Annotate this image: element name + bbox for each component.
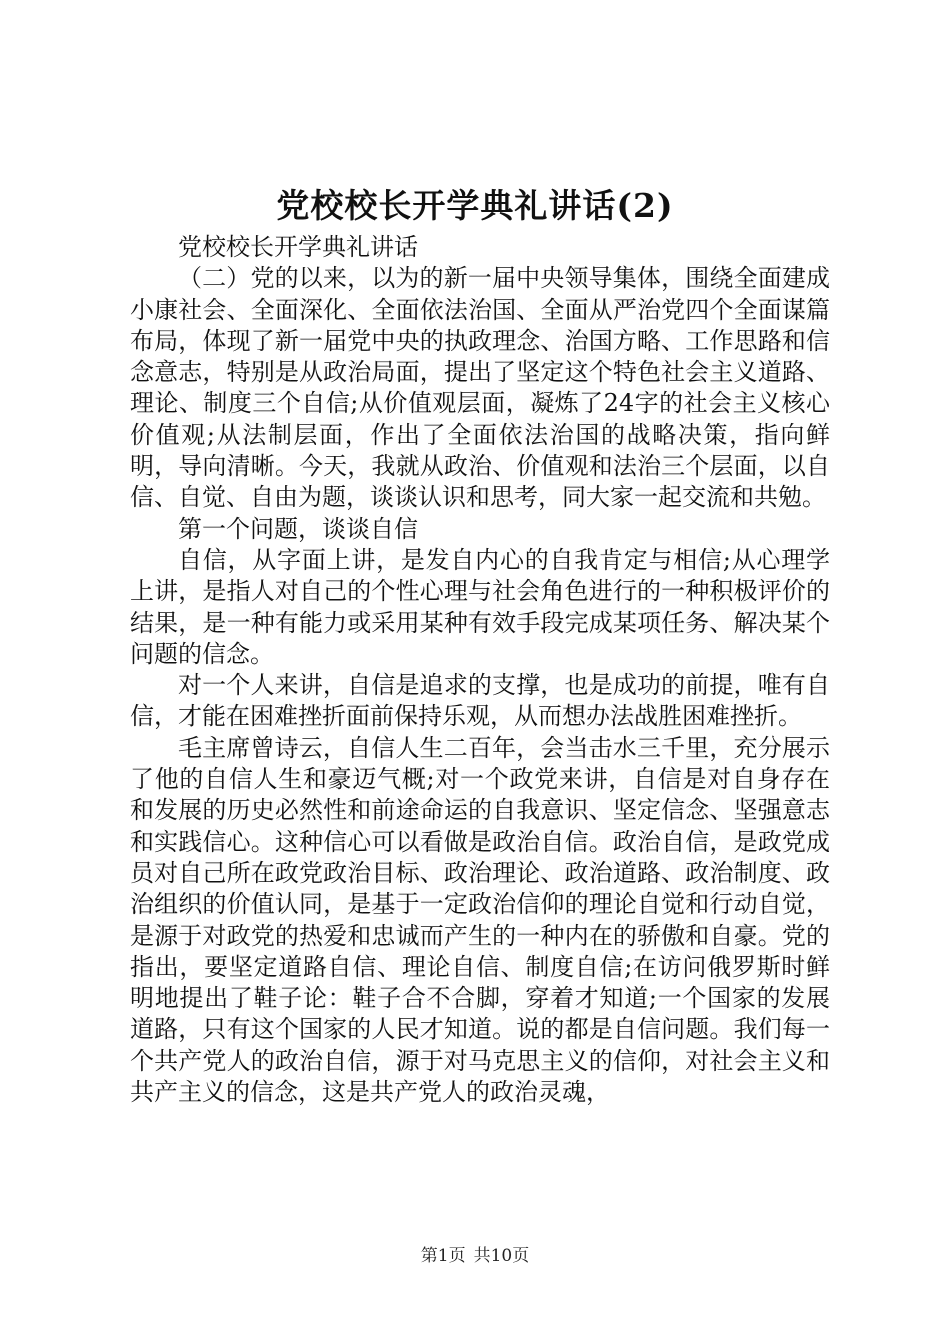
document-title: 党校校长开学典礼讲话(2) <box>276 186 674 225</box>
body-paragraph: 对一个人来讲，自信是追求的支撑，也是成功的前提，唯有自信，才能在困难挫折面前保持乐观，从而想办法战胜困难挫折。 <box>130 671 830 731</box>
page-footer <box>0 1244 950 1268</box>
section-heading: 第一个问题，谈谈自信 <box>178 514 418 543</box>
body-paragraph: 毛主席曾诗云，自信人生二百年，会当击水三千里，充分展示了他的自信人生和豪迈气概;对一个政党来讲，自信是对自身存在和发展的历史必然性和前途命运的自我意识、坚定信念、坚强意志和实践信心。这种信心可以看做是政治自信。政治自信，是政党成员对自己所在政党政治目标、政治理论、政治道路、政治制度、政治组织的价值认同，是基于一定政治信仰的理论自觉和行动自觉，是源于对政党的热爱和忠诚而产生的一种内在的骄傲和自豪。党的指出，要坚定道路自信、理论自信、制度自信;在访问俄罗斯时鲜明地提出了鞋子论：鞋子合不合脚，穿着才知道;一个国家的发展道路，只有这个国家的人民才知道。说的都是自信问题。我们每一个共产党人的政治自信，源于对马克思主义的信仰，对社会主义和共产主义的信念，这是共产党人的政治灵魂， <box>130 733 830 1107</box>
subtitle-paragraph: 党校校长开学典礼讲话 <box>178 233 418 261</box>
page-number: 第1页 <box>420 1246 466 1266</box>
page-total: 共10页 <box>473 1246 530 1266</box>
intro-paragraph: （二）党的以来，以为的新一届中央领导集体，围绕全面建成小康社会、全面深化、全面依法治国、全面从严治党四个全面谋篇布局，体现了新一届党中央的执政理念、治国方略、工作思路和信念意志，特别是从政治局面，提出了坚定这个特色社会主义道路、理论、制度三个自信;从价值观层面，凝炼了24字的社会主义核心价值观;从法制层面，作出了全面依法治国的战略决策，指向鲜明，导向清晰。今天，我就从政治、价值观和法治三个层面，以自信、自觉、自由为题，谈谈认识和思考，同大家一起交流和共勉。 <box>130 264 830 512</box>
body-paragraph: 自信，从字面上讲，是发自内心的自我肯定与相信;从心理学上讲，是指人对自己的个性心理与社会角色进行的一种积极评价的结果，是一种有能力或采用某种有效手段完成某项任务、解决某个问题的信念。 <box>130 545 830 668</box>
document-body <box>130 232 830 1108</box>
